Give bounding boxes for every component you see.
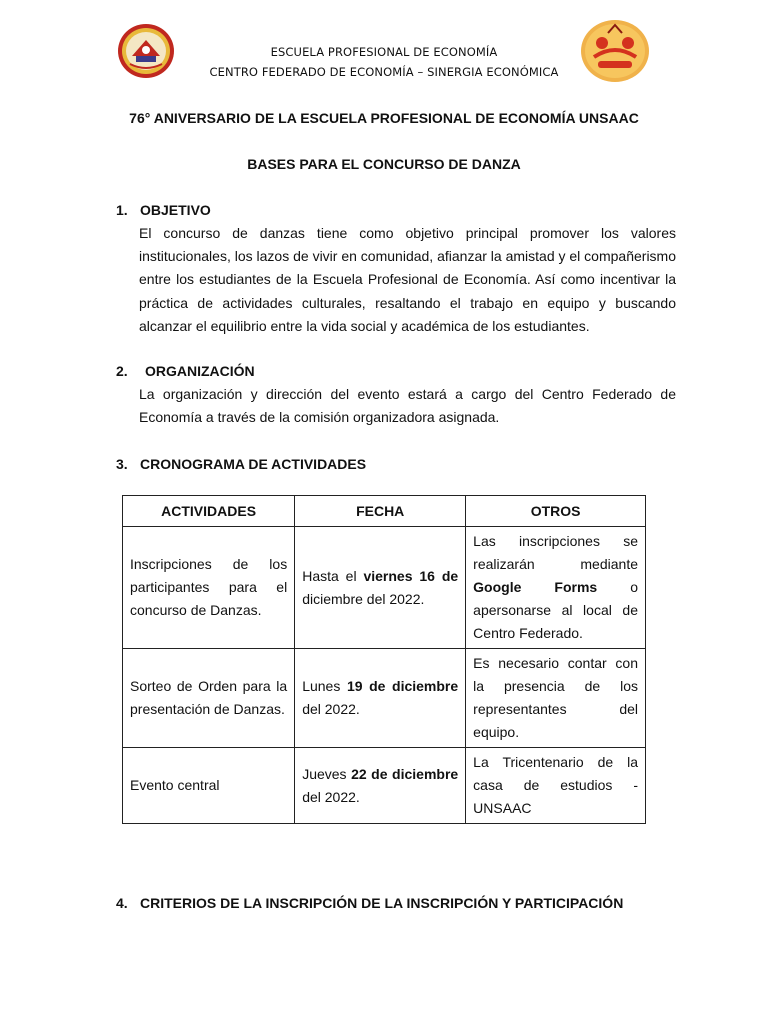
header-date: FECHA bbox=[295, 496, 466, 527]
section-2-number: 2. bbox=[116, 363, 128, 379]
section-2-paragraph bbox=[139, 383, 676, 429]
header bbox=[0, 42, 768, 82]
header-line-2: CENTRO FEDERADO DE ECONOMÍA – SINERGIA ECONÓMICA bbox=[209, 65, 559, 79]
paragraph-line: La organización y dirección del evento estará a cargo del Centro Federado de bbox=[139, 386, 676, 402]
section-2-heading bbox=[116, 363, 255, 379]
section-2-title: ORGANIZACIÓN bbox=[145, 363, 255, 379]
section-1-heading bbox=[116, 202, 211, 218]
schedule-table bbox=[122, 495, 646, 824]
section-1-title: OBJETIVO bbox=[140, 202, 211, 218]
activity-cell: Sorteo de Orden para la presentación de Danzas. bbox=[123, 649, 295, 748]
section-4-heading bbox=[116, 895, 623, 911]
others-bold: Google Forms bbox=[473, 579, 598, 595]
section-4-title: CRITERIOS DE LA INSCRIPCIÓN DE LA INSCRIPCIÓN Y PARTICIPACIÓN bbox=[140, 895, 624, 911]
header-activities: ACTIVIDADES bbox=[123, 496, 295, 527]
others-cell: La Tricentenario de la casa de estudios - UNSAAC bbox=[466, 748, 646, 824]
sinergia-badge-logo bbox=[580, 19, 650, 83]
main-title: 76° ANIVERSARIO DE LA ESCUELA PROFESIONAL DE ECONOMÍA UNSAAC bbox=[129, 110, 639, 126]
date-cell bbox=[295, 748, 466, 824]
section-3-heading bbox=[116, 456, 366, 472]
section-3-number: 3. bbox=[116, 456, 128, 472]
date-text: Hasta el bbox=[302, 567, 364, 584]
date-bold: 19 de diciembre bbox=[346, 678, 459, 694]
date-cell bbox=[295, 649, 466, 748]
table-header-row bbox=[123, 496, 646, 527]
others-text: Las inscripciones se realizarán mediante bbox=[473, 533, 638, 572]
paragraph-line: el equilibrio entre la vida social y académica de los estudiantes. bbox=[195, 317, 590, 334]
date-text: Lunes bbox=[302, 678, 347, 694]
section-4-number: 4. bbox=[116, 895, 128, 911]
sub-title: BASES PARA EL CONCURSO DE DANZA bbox=[247, 156, 521, 172]
header-line-1: ESCUELA PROFESIONAL DE ECONOMÍA bbox=[270, 45, 498, 59]
date-text: diciembre del 2022. bbox=[302, 590, 425, 607]
date-bold: 22 de diciembre bbox=[351, 765, 459, 782]
section-1-paragraph bbox=[139, 222, 676, 338]
others-text: o apersonarse al local de Centro Federado. bbox=[473, 579, 638, 641]
date-text: del 2022. bbox=[302, 701, 360, 717]
activity-cell: Evento central bbox=[123, 748, 295, 824]
date-bold: viernes 16 de bbox=[363, 567, 459, 584]
others-cell: Es necesario contar con la presencia de los representantes del equipo. bbox=[466, 649, 646, 748]
table-row bbox=[123, 649, 646, 748]
paragraph-line: institucionales, los lazos de vivir en comunidad, afianzar la amistad y el compañerismo bbox=[139, 248, 676, 265]
paragraph-line: entre los estudiantes de la Escuela Profesional de Economía. Así como incentivar la bbox=[139, 271, 676, 288]
date-cell bbox=[295, 527, 466, 649]
activity-cell: Inscripciones de los participantes para el concurso de Danzas. bbox=[123, 527, 295, 649]
section-3-title: CRONOGRAMA DE ACTIVIDADES bbox=[140, 456, 367, 472]
header-others: OTROS bbox=[466, 496, 646, 527]
table-row bbox=[123, 748, 646, 824]
date-text: Jueves bbox=[302, 765, 352, 782]
paragraph-line: Economía a través de la comisión organizadora asignada. bbox=[139, 409, 500, 426]
date-text: del 2022. bbox=[302, 788, 360, 805]
paragraph-line: práctica de actividades culturales, resaltando el trabajo en equipo y buscando alcanzar bbox=[139, 294, 676, 334]
paragraph-line: El concurso de danzas tiene como objetivo principal promover los valores bbox=[139, 225, 676, 241]
others-cell bbox=[466, 527, 646, 649]
table-row bbox=[123, 527, 646, 649]
section-1-number: 1. bbox=[116, 202, 128, 218]
